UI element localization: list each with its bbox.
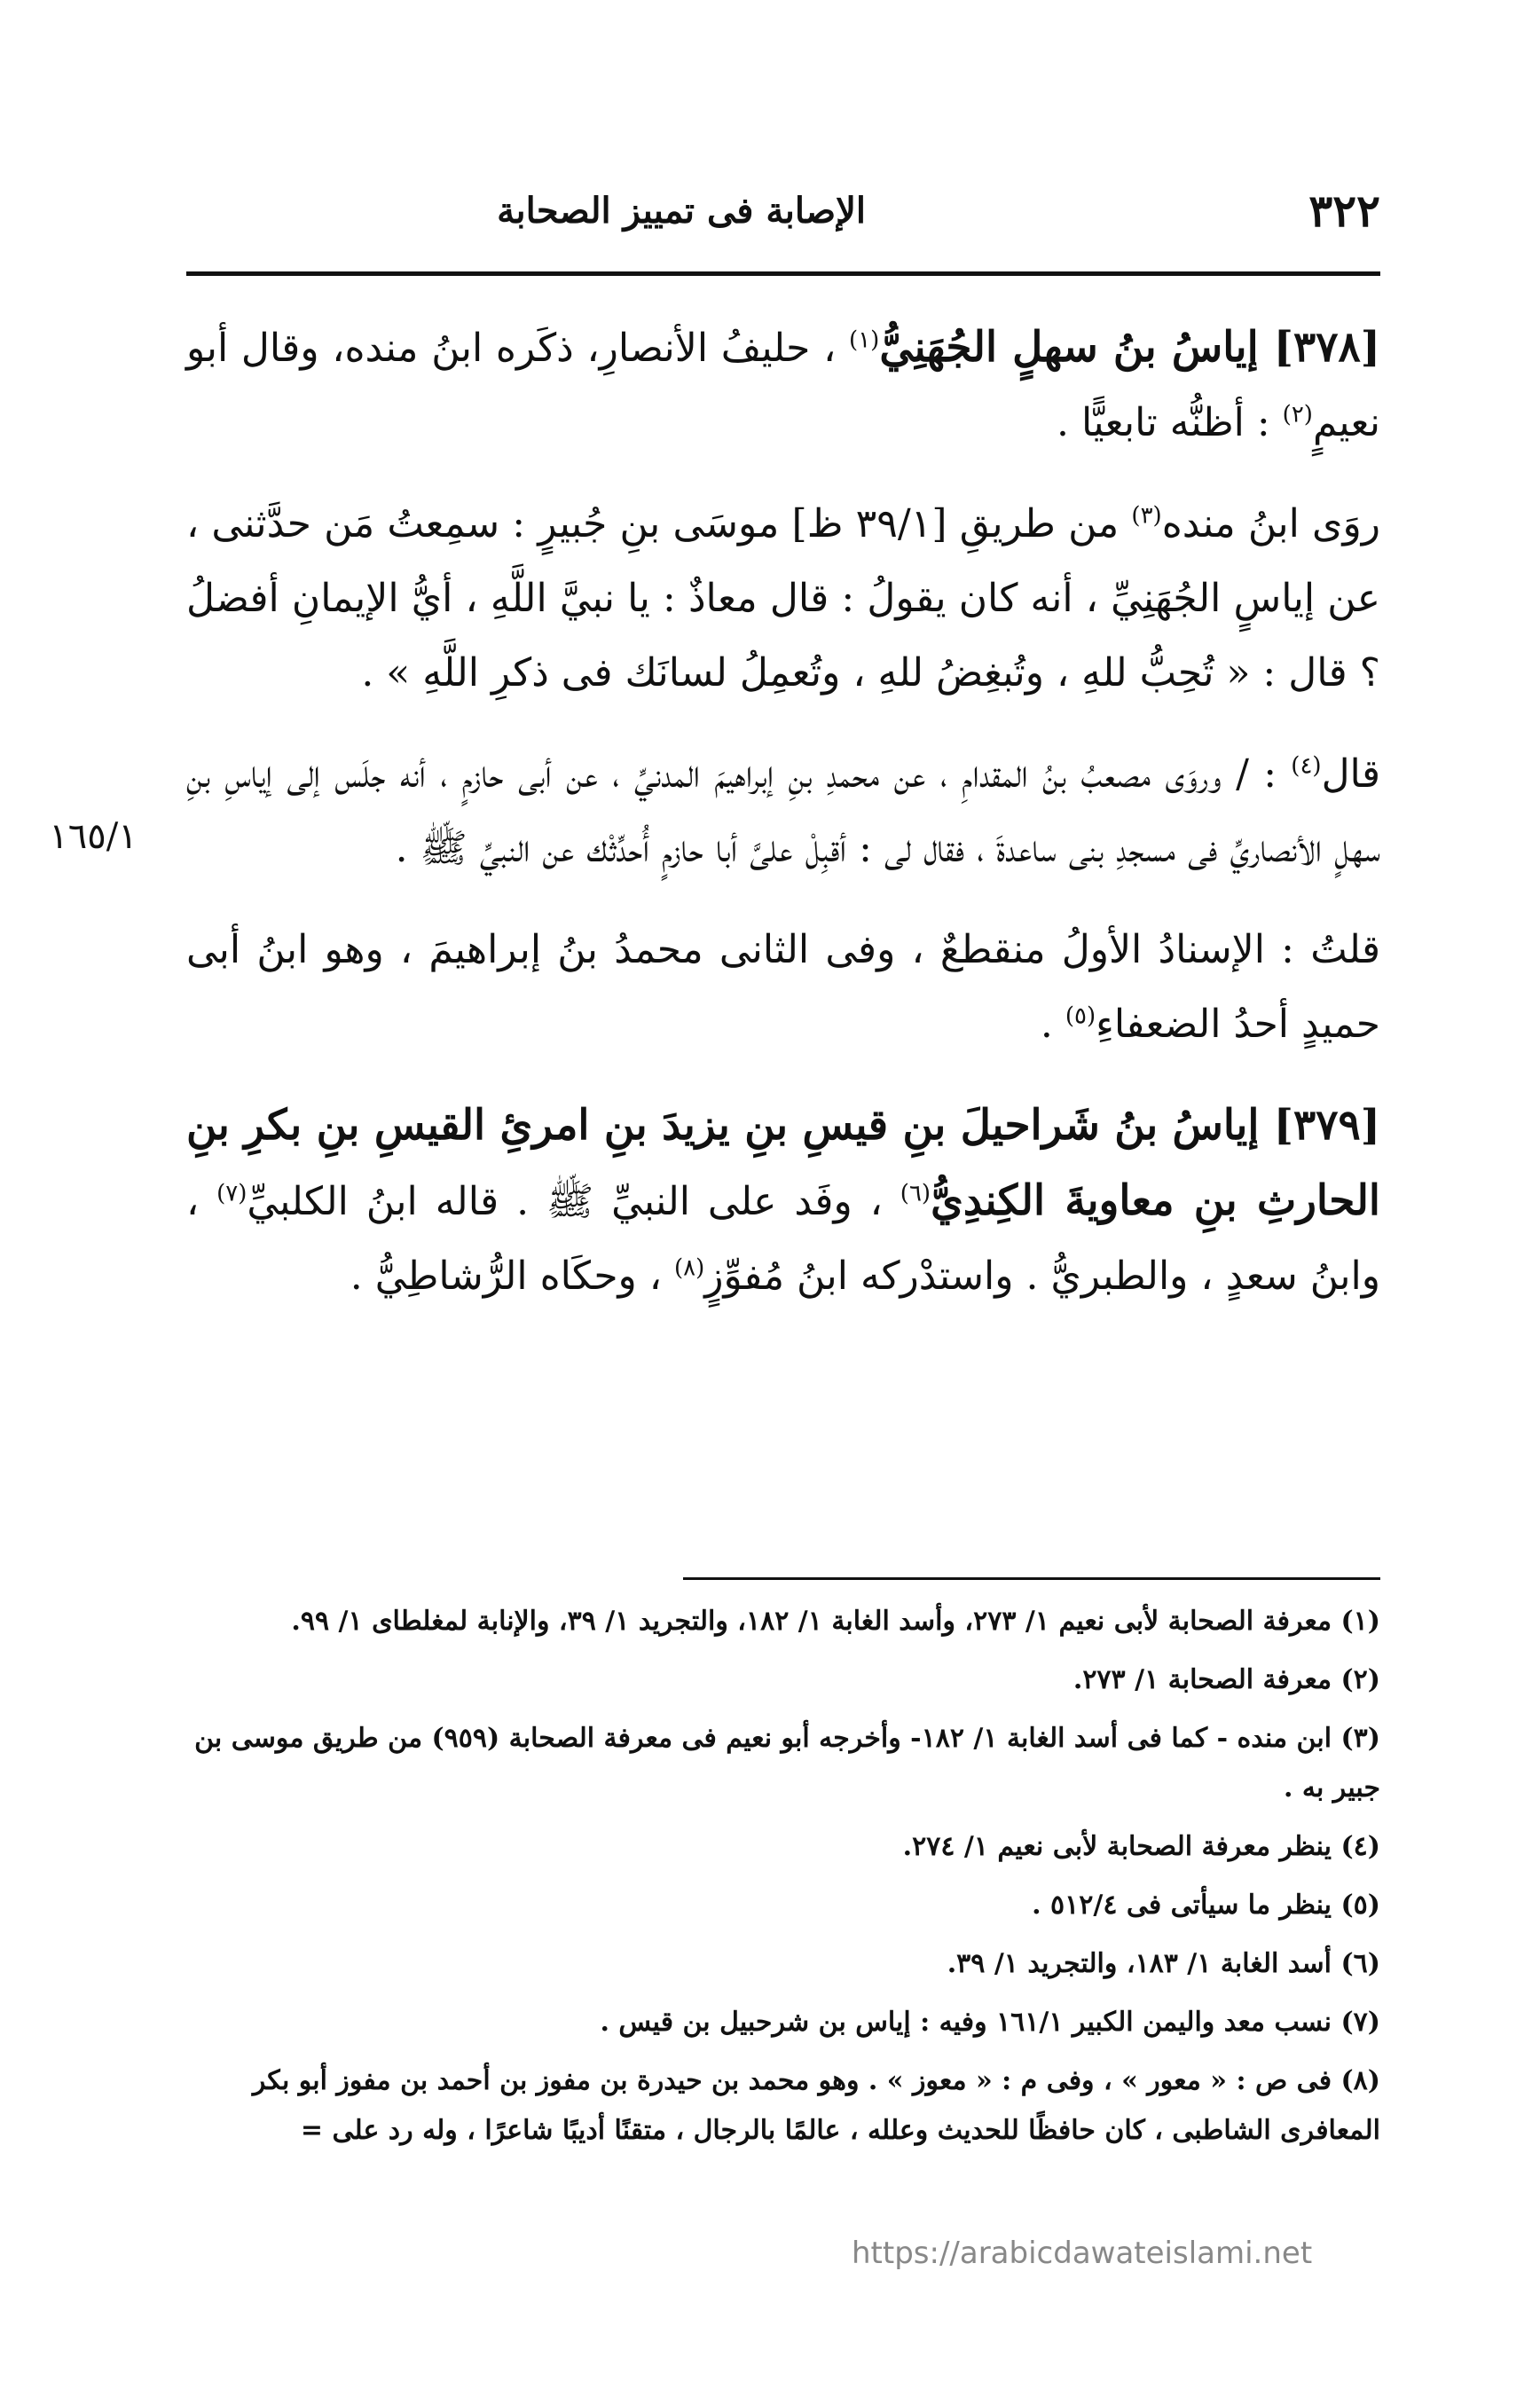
footnote-ref-6: (٦) — [900, 1180, 931, 1207]
entry-378-text-b: : أظنُّه تابعيًّا . — [1056, 400, 1270, 445]
footnote-rule — [683, 1577, 1380, 1580]
entry-378-heading: [٣٧٨] إياسُ بنُ سهلٍ الجُهَنِيُّ — [879, 323, 1380, 372]
margin-folio-note: ١٦٥/١ — [49, 816, 138, 857]
footnote-ref-7: (٧) — [216, 1180, 248, 1207]
entry-378-second-b: : / وروَى مصعبُ بنُ المقدامِ ، عن محمدِ بنِ إبراهيمَ المدنيِّ ، عن أبى حازمٍ ، أنه جلَس إلى إياسِ بنِ سهلٍ الأنصاريِّ فى مسجدِ بنى ساعدةَ ، فقال لى : أقبِلْ علىَّ أبا حازمٍ أُحدِّثْك عن النبيِّ ﷺ . — [186, 751, 1380, 871]
footnote: (٧) نسب معد واليمن الكبير ١٦١/١ وفيه : إياس بن شرحبيل بن قيس . — [600, 2007, 1380, 2038]
entry-378-narration-a: روَى ابنُ منده — [1161, 501, 1380, 546]
entry-378-comment-a: قلتُ : الإسنادُ الأولُ منقطعٌ ، وفى الثانى محمدُ بنُ إبراهيمَ ، وهو ابنُ أبى حميدٍ أحدُ الضعفاءِ — [186, 927, 1380, 1047]
entry-378-second-a: قال — [1321, 751, 1380, 797]
footnote-ref-8: (٨) — [673, 1254, 705, 1282]
footnote: (٦) أسد الغابة ١/ ١٨٣، والتجريد ١/ ٣٩. — [947, 1948, 1380, 1979]
running-title: الإصابة فى تمييز الصحابة — [497, 190, 866, 232]
entry-378-second-narration — [186, 737, 1380, 886]
footnote-ref-4: (٤) — [1291, 752, 1322, 780]
page-number: ٣٢٢ — [1308, 185, 1380, 237]
entry-378-narration-b: من طريقِ [٣٩/١ ظ] موسَى بنِ جُبيرٍ : سمِعتُ مَن حدَّثنى ، عن إياسٍ الجُهَنِيِّ ، أنه كان يقولُ : قال معاذٌ : يا نبيَّ اللَّهِ ، أيُّ الإيمانِ أفضلُ ؟ قال : « تُحِبُّ للهِ ، وتُبغِضُ للهِ ، وتُعمِلُ لسانَك فى ذكرِ اللَّهِ » . — [186, 501, 1380, 696]
entry-379-text-a: ، وفَد على النبيِّ ﷺ . قاله ابنُ الكلبيِّ — [247, 1179, 883, 1224]
entry-379 — [186, 1088, 1380, 1314]
page-header — [186, 177, 1380, 240]
main-text — [186, 310, 1380, 1340]
footnote: (٨) فى ص : « معور » ، وفى م : « معوز » . وهو محمد بن حيدرة بن مفوز بن أحمد بن مفوز أبو بكر المعافرى الشاطبى ، كان حافظًا للحديث وعلله ، عالمًا بالرجال ، متقنًا أديبًا شاعرًا ، وله رد على = — [252, 2065, 1380, 2146]
footnote: (٣) ابن منده - كما فى أسد الغابة ١/ ١٨٢- وأخرجه أبو نعيم فى معرفة الصحابة (٩٥٩) من طريق موسى بن جبير به . — [194, 1723, 1380, 1804]
header-rule — [186, 271, 1380, 276]
footnote: (٤) ينظر معرفة الصحابة لأبى نعيم ١/ ٢٧٤. — [902, 1831, 1380, 1862]
footnote-ref-2: (٢) — [1282, 401, 1313, 428]
footnote: (١) معرفة الصحابة لأبى نعيم ١/ ٢٧٣، وأسد الغابة ١/ ١٨٢، والتجريد ١/ ٣٩، والإنابة لمغلطاى ١/ ٩٩. — [291, 1606, 1380, 1637]
entry-378-comment — [186, 913, 1380, 1062]
entry-379-heading: [٣٧٩] إياسُ بنُ شَراحيلَ بنِ قيسِ بنِ يزيدَ بنِ امرئِ القيسِ بنِ بكرِ بنِ الحارثِ بنِ معاويةَ الكِندِيُّ — [186, 1101, 1380, 1225]
entry-379-text-b: ، وابنُ سعدٍ ، والطبريُّ . واستدْركه ابنُ مُفوِّزٍ — [186, 1179, 1380, 1299]
footnote: (٢) معرفة الصحابة ١/ ٢٧٣. — [1072, 1664, 1380, 1695]
footnote-ref-5: (٥) — [1065, 1002, 1096, 1030]
entry-378-narration — [186, 487, 1380, 711]
entry-379-text-c: ، وحكَاه الرُّشاطِيُّ . — [350, 1254, 662, 1299]
watermark-url: https://arabicdawateislami.net — [852, 2236, 1313, 2271]
footnotes — [186, 1597, 1380, 2165]
footnote-ref-3: (٣) — [1131, 502, 1162, 530]
entry-378-text-a: ، حليفُ الأنصارِ، ذكَره ابنُ منده، وقال أبو نعيمٍ — [186, 326, 1380, 445]
entry-378-intro — [186, 310, 1380, 460]
footnote: (٥) ينظر ما سيأتى فى ٥١٢/٤ . — [1032, 1890, 1380, 1921]
footnote-ref-1: (١) — [849, 326, 880, 354]
entry-378-comment-b: . — [1040, 1002, 1053, 1047]
